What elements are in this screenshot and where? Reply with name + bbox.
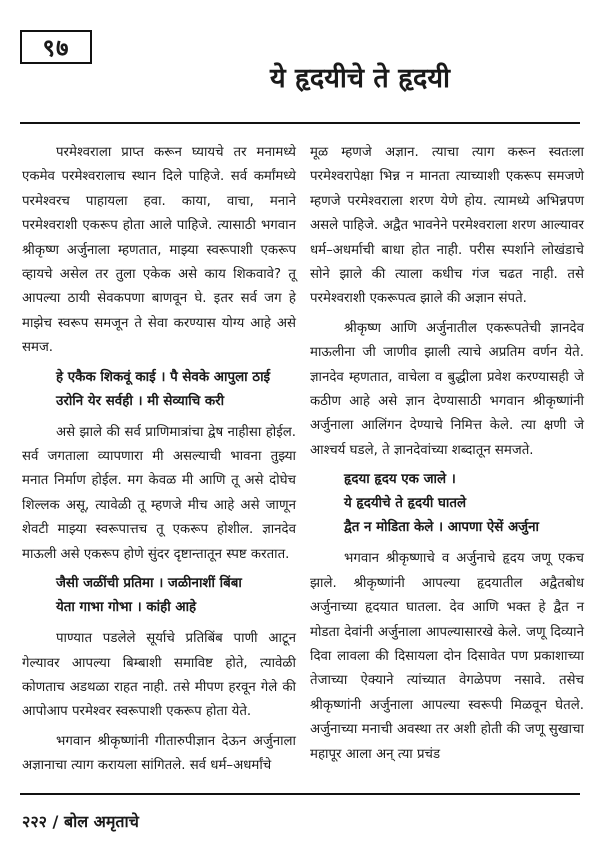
verse-line: द्वैत न मोडिता केले । आपणा ऐसें अर्जुना xyxy=(344,520,540,536)
verse-quote xyxy=(22,572,296,620)
paragraph: परमेश्वराला प्राप्त करून घ्यायचे तर मनामध्ये एकमेव परमेश्वरालाच स्थान दिले पाहिजे. सर्व कर्मांमध्ये परमेश्वरच पाहायला हवा. काया, वाचा, मनाने परमेश्वराशी एकरूप होता आले पाहिजे. त्यासाठी भगवान श्रीकृष्ण अर्जुनाला म्हणतात, माझ्या स्वरूपाशी एकरूप व्हायचे असेल तर तुला एकेक असे काय शिकवावे? तू आपल्या ठायी सेवकपणा बाणवून घे. इतर सर्व जग हे माझेच स्वरूप समजून ते सेवा करण्यास योग्य आहे असे समज. xyxy=(22,145,296,356)
verse-line: ये हृदयीचे ते हृदयी घातले xyxy=(344,496,467,512)
paragraph: पाण्यात पडलेले सूर्याचे प्रतिबिंब पाणी आटून गेल्यावर आपल्या बिम्बाशी समाविष्ट होते, त्यावेळी कोणताच अडथळा राहत नाही. तसे मीपण हरवून गेले की आपोआप परमेश्वर स्वरूपाशी एकरूप होता येते. xyxy=(22,631,296,720)
paragraph: मूळ म्हणजे अज्ञान. त्याचा त्याग करून स्वतःला परमेश्वरापेक्षा भिन्न न मानता त्याच्याशी एकरूप समजणे म्हणजे परमेश्वराला शरण येणे होय. त्यामध्ये अभिन्नपण असले पाहिजे. अद्वैत भावनेने परमेश्वराला शरण आल्यावर धर्म–अधर्माची बाधा होत नाही. परीस स्पर्शाने लोखंडाचे सोने झाले की त्याला कधीच गंज चढत नाही. तसे परमेश्वराशी एकरूपत्व झाले की अज्ञान संपते. xyxy=(310,145,584,307)
header-divider xyxy=(20,122,580,124)
paragraph: भगवान श्रीकृष्णाचे व अर्जुनाचे हृदय जणू एकच झाले. श्रीकृष्णांनी आपल्या हृदयातील अद्वैतबोध अर्जुनाच्या हृदयात घातला. देव आणि भक्त हे द्वैत न मोडता देवांनी अर्जुनाला आपल्यासारखे केले. जणू दिव्याने दिवा लावला की दिसायला दोन दिसावेत पण प्रकाशाच्या तेजाच्या ऐक्याने त्यांच्यात वेगळेपण नसावे. तसेच श्रीकृष्णांनी अर्जुनाला आपल्या स्वरूपी मिळवून घेतले. अर्जुनाच्या मनाची अवस्था तर अशी होती की जणू सुखाचा महापूर आला अन् त्या प्रचंड xyxy=(310,551,584,762)
verse-line: हृदया हृदय एक जाले । xyxy=(344,472,456,488)
verse-quote xyxy=(310,468,584,540)
verse-quote xyxy=(22,366,296,414)
paragraph: श्रीकृष्ण आणि अर्जुनातील एकरूपतेची ज्ञानदेव माऊलीना जी जाणीव झाली त्याचे अप्रतिम वर्णन येते. ज्ञानदेव म्हणतात, वाचेला व बुद्धीला प्रवेश करण्यासही जे कठीण आहे असे ज्ञान देण्यासाठी भगवान श्रीकृष्णांनी अर्जुनाला आलिंगन देण्याचे निमित्त केले. त्या क्षणी जे आश्चर्य घडले, ते ज्ञानदेवांच्या शब्दातून समजते. xyxy=(310,320,584,458)
left-column xyxy=(22,141,296,784)
page-footer: २२२ / बोल अमृताचे xyxy=(22,812,139,831)
right-column xyxy=(310,141,584,772)
footer-divider xyxy=(20,793,580,795)
verse-line: हे एकैक शिकवूं काई । पै सेवके आपुला ठाई xyxy=(56,369,271,385)
verse-line: उरोनि येर सर्वही । मी सेव्याचि करी xyxy=(56,393,225,409)
chapter-number: ९७ xyxy=(20,30,92,64)
page-title: ये हृदयीचे ते हृदयी xyxy=(269,63,451,94)
verse-line: जैसी जळींची प्रतिमा । जळीनाशीं बिंबा xyxy=(56,576,242,592)
verse-line: येता गाभा गोभा । कांही आहे xyxy=(56,600,197,616)
paragraph: भगवान श्रीकृष्णांनी गीतारुपीज्ञान देऊन अर्जुनाला अज्ञानाचा त्याग करायला सांगितले. सर्व धर्म–अधर्मांचे xyxy=(22,733,296,774)
paragraph: असे झाले की सर्व प्राणिमात्रांचा द्वेष नाहीसा होईल. सर्व जगताला व्यापणारा मी असल्याची भावना तुझ्या मनात निर्माण होईल. मग केवळ मी आणि तू असे दोघेच शिल्लक असू, त्यावेळी तू म्हणजे मीच आहे असे जाणून शेवटी माझ्या स्वरूपात्तच तू एकरूप होशील. ज्ञानदेव माऊली असे एकरूप होणे सुंदर दृष्टान्तातून स्पष्ट करतात. xyxy=(22,424,296,562)
